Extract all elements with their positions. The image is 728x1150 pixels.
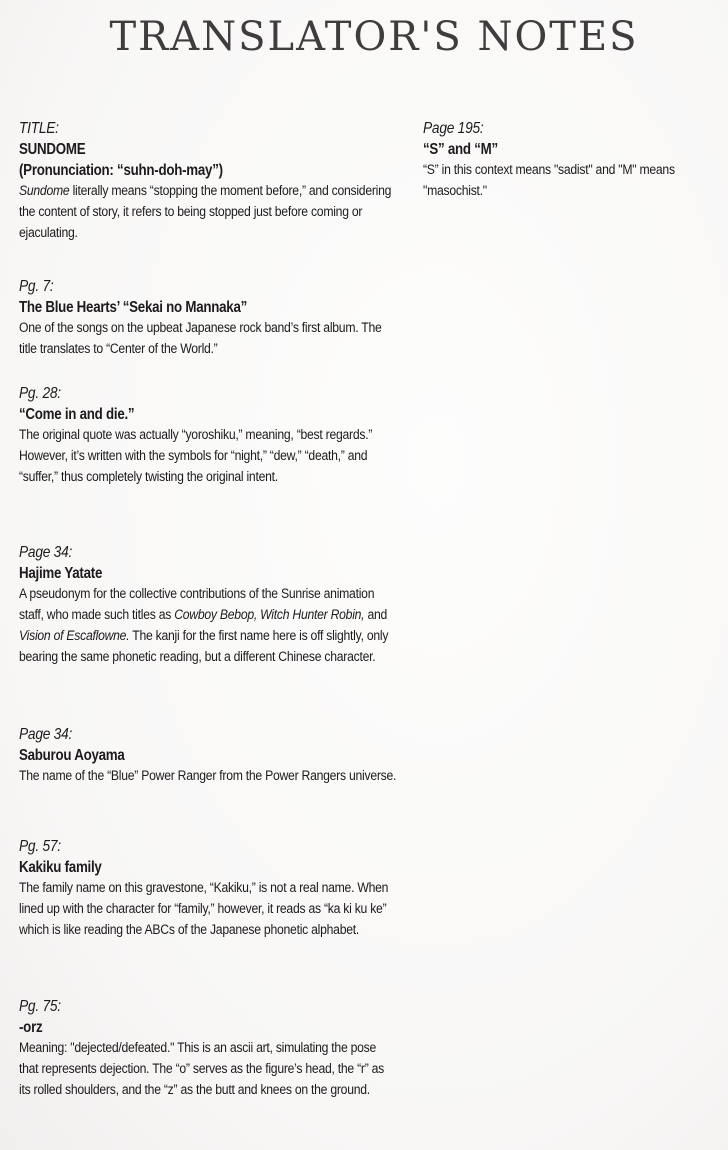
note-body-text: literally means “stopping the moment before,” and considering the content of story, it refers to being stopped just before coming or ejaculating. — [19, 183, 392, 241]
note-page34-saburou — [19, 724, 397, 787]
note-body: One of the songs on the upbeat Japanese rock band’s first album. The title translates to “Center of the World.” — [19, 320, 382, 357]
note-page-ref: TITLE: — [19, 120, 59, 137]
note-body-emphasis: Sundome — [19, 183, 70, 199]
note-body: The name of the “Blue” Power Ranger from the Power Rangers universe. — [19, 768, 397, 784]
note-page-ref: Page 34: — [19, 726, 73, 743]
note-body-emphasis: Vision of Escaflowne. — [19, 628, 130, 644]
note-heading: -orz — [19, 1019, 43, 1036]
note-page-ref: Pg. 28: — [19, 385, 61, 402]
note-body — [19, 584, 397, 668]
note-body: The family name on this gravestone, “Kakiku,” is not a real name. When lined up with the character for “family,” however, it reads as “ka ki ku ke” which is like reading the ABCs of the Japanese phonetic alphabet. — [19, 880, 389, 938]
note-body: Meaning: "dejected/defeated." This is an ascii art, simulating the pose that represents dejection. The “o” serves as the figure’s head, the “r” as its rolled shoulders, and the “z” as the butt and knees on the ground. — [19, 1040, 385, 1098]
note-subheading: (Pronunciation: “suhn-doh-may”) — [19, 162, 223, 179]
note-heading: The Blue Hearts’ “Sekai no Mannaka” — [19, 299, 248, 316]
note-heading: “Come in and die.” — [19, 406, 135, 423]
note-heading: Kakiku family — [19, 859, 102, 876]
note-pg57 — [19, 836, 397, 941]
note-pg7 — [19, 276, 397, 360]
note-body-emphasis: Cowboy Bebop, Witch Hunter Robin, — [174, 607, 365, 623]
note-heading: Saburou Aoyama — [19, 747, 125, 764]
note-pg75 — [19, 996, 397, 1101]
note-body-text: A pseudonym for the collective contributions of the Sunrise animation staff, who made such titles as — [19, 586, 375, 623]
page-title: TRANSLATOR'S NOTES — [109, 14, 639, 60]
note-body — [19, 181, 397, 244]
note-pg28 — [19, 383, 397, 488]
note-page-ref: Page 34: — [19, 544, 73, 561]
note-page-ref: Page 195: — [423, 120, 484, 137]
note-body: “S” in this context means "sadist" and "M" means "masochist." — [423, 162, 675, 199]
note-page34-hajime — [19, 542, 397, 668]
note-body-text: The kanji for the first name here is off slightly, only bearing the same phonetic reading, but a different Chinese character. — [19, 628, 389, 665]
note-title — [19, 118, 397, 244]
note-heading: “S” and “M” — [423, 141, 498, 158]
note-page-ref: Pg. 7: — [19, 278, 54, 295]
note-body-text: and — [364, 607, 388, 623]
note-heading: Hajime Yatate — [19, 565, 103, 582]
note-page195 — [423, 118, 724, 202]
note-body: The original quote was actually “yoroshiku,” meaning, “best regards.” However, it’s written with the symbols for “night,” “dew,” “death,” and “suffer,” thus completely twisting the original intent. — [19, 427, 373, 485]
note-page-ref: Pg. 75: — [19, 998, 61, 1015]
note-heading: SUNDOME — [19, 141, 86, 158]
note-page-ref: Pg. 57: — [19, 838, 61, 855]
